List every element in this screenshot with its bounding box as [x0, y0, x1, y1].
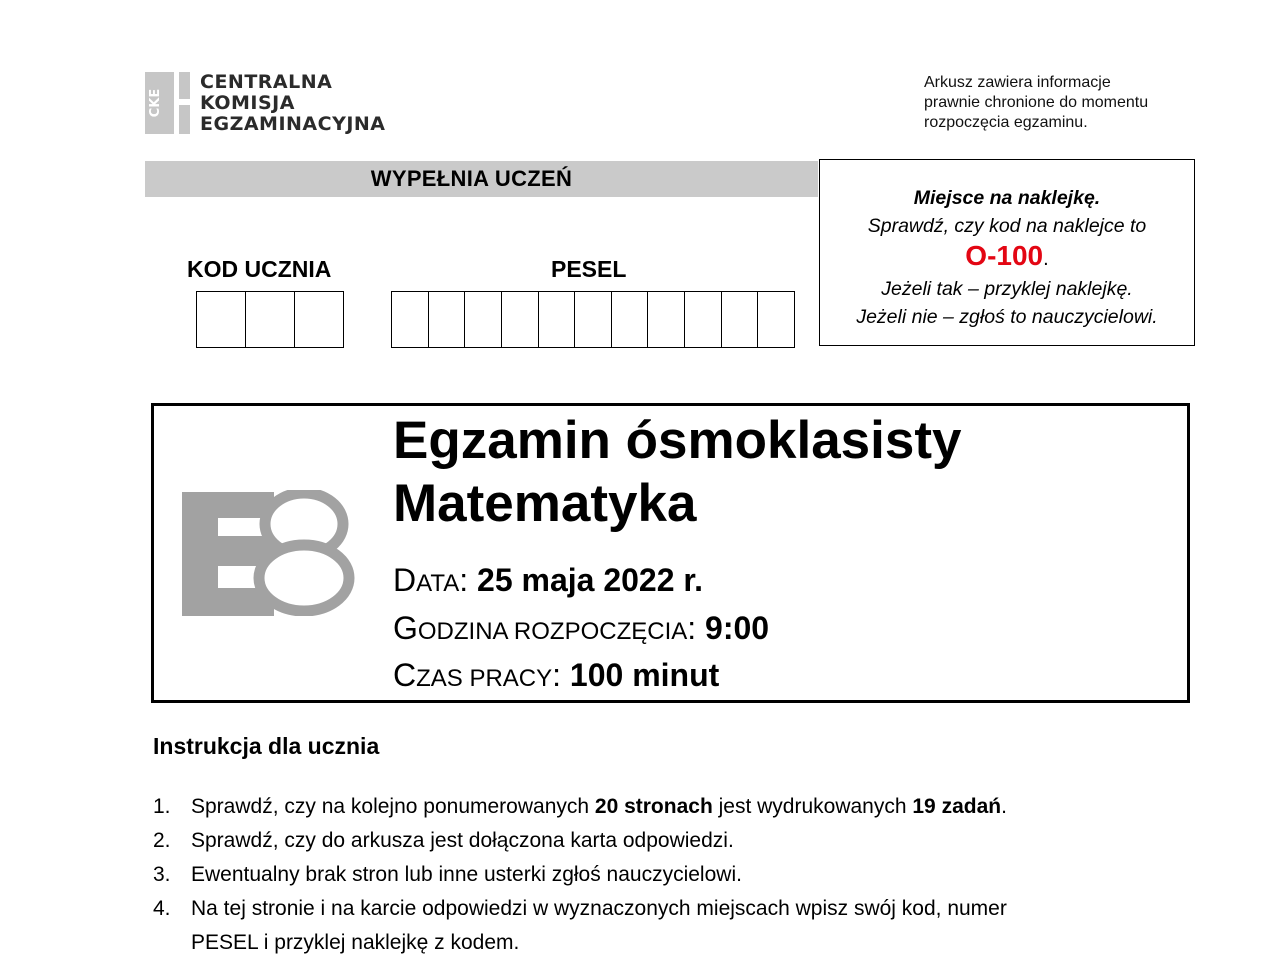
- logo-line-3: EGZAMINACYJNA: [200, 113, 386, 135]
- kod-cell[interactable]: [295, 292, 343, 347]
- pesel-cell[interactable]: [539, 292, 576, 347]
- logo-line-2: KOMISJA: [200, 92, 295, 114]
- pesel-cell[interactable]: [465, 292, 502, 347]
- pesel-label: PESEL: [551, 256, 627, 282]
- svg-text:E8: E8: [180, 490, 182, 491]
- instruction-item: 4. Na tej stronie i na karcie odpowiedzi w wyznaczonych miejscach wpisz swój kod, numer PESEL i przyklej naklejkę z kodem.: [153, 897, 1007, 954]
- sticker-no-line: Jeżeli nie – zgłoś to nauczycielowi.: [856, 306, 1158, 328]
- sticker-code-line: [820, 240, 1194, 275]
- exam-date-line: DATA: 25 maja 2022 r.: [393, 562, 703, 598]
- pesel-cell[interactable]: [612, 292, 649, 347]
- pesel-cell[interactable]: [502, 292, 539, 347]
- kod-cell[interactable]: [246, 292, 295, 347]
- kod-ucznia-boxes[interactable]: [196, 291, 344, 348]
- student-fill-title: WYPEŁNIA UCZEŃ: [370, 166, 573, 191]
- instruction-item: 2. Sprawdź, czy do arkusza jest dołączona karta odpowiedzi.: [153, 829, 734, 852]
- instruction-item: 1. Sprawdź, czy na kolejno ponumerowanych 20 stronach jest wydrukowanych 19 zadań.: [153, 795, 1007, 818]
- exam-date-value: 25 maja 2022 r.: [477, 562, 703, 598]
- student-fill-header: [145, 161, 818, 197]
- logo-line-1: CENTRALNA: [200, 71, 333, 93]
- pesel-cell[interactable]: [429, 292, 466, 347]
- instructions-heading: Instrukcja dla ucznia: [153, 733, 380, 759]
- pesel-cell[interactable]: [575, 292, 612, 347]
- sticker-area: [819, 159, 1195, 346]
- instruction-item: 3. Ewentualny brak stron lub inne usterki zgłoś nauczycielowi.: [153, 863, 742, 886]
- pesel-cell[interactable]: [758, 292, 794, 347]
- exam-title: Egzamin ósmoklasisty: [393, 411, 962, 470]
- exam-start-line: GODZINA ROZPOCZĘCIA: 9:00: [393, 610, 770, 646]
- e8-logo: [180, 490, 355, 616]
- pesel-cell[interactable]: [648, 292, 685, 347]
- cke-logo-mark: [145, 72, 190, 134]
- svg-text:CKE: CKE: [148, 88, 163, 118]
- exam-start-value: 9:00: [705, 610, 770, 646]
- sticker-check-line: Sprawdź, czy kod na naklejce to: [867, 215, 1147, 237]
- sticker-heading: Miejsce na naklejkę.: [913, 187, 1101, 209]
- kod-cell[interactable]: [197, 292, 246, 347]
- legal-note: Arkusz zawiera informacje prawnie chronione do momentu rozpoczęcia egzaminu.: [924, 74, 1149, 131]
- exam-duration-line: CZAS PRACY: 100 minut: [393, 657, 720, 693]
- pesel-cell[interactable]: [685, 292, 722, 347]
- pesel-boxes[interactable]: [391, 291, 795, 348]
- sticker-code: O-100: [965, 240, 1044, 271]
- sticker-yes-line: Jeżeli tak – przyklej naklejkę.: [881, 278, 1133, 300]
- pesel-cell[interactable]: [722, 292, 759, 347]
- pesel-cell[interactable]: [392, 292, 429, 347]
- exam-subject: Matematyka: [393, 474, 697, 533]
- exam-duration-value: 100 minut: [569, 657, 720, 693]
- cke-logo-text: [200, 72, 386, 135]
- kod-ucznia-label: KOD UCZNIA: [187, 256, 332, 282]
- sticker-code-suffix: .: [1043, 248, 1049, 270]
- instructions-list: [153, 790, 1163, 960]
